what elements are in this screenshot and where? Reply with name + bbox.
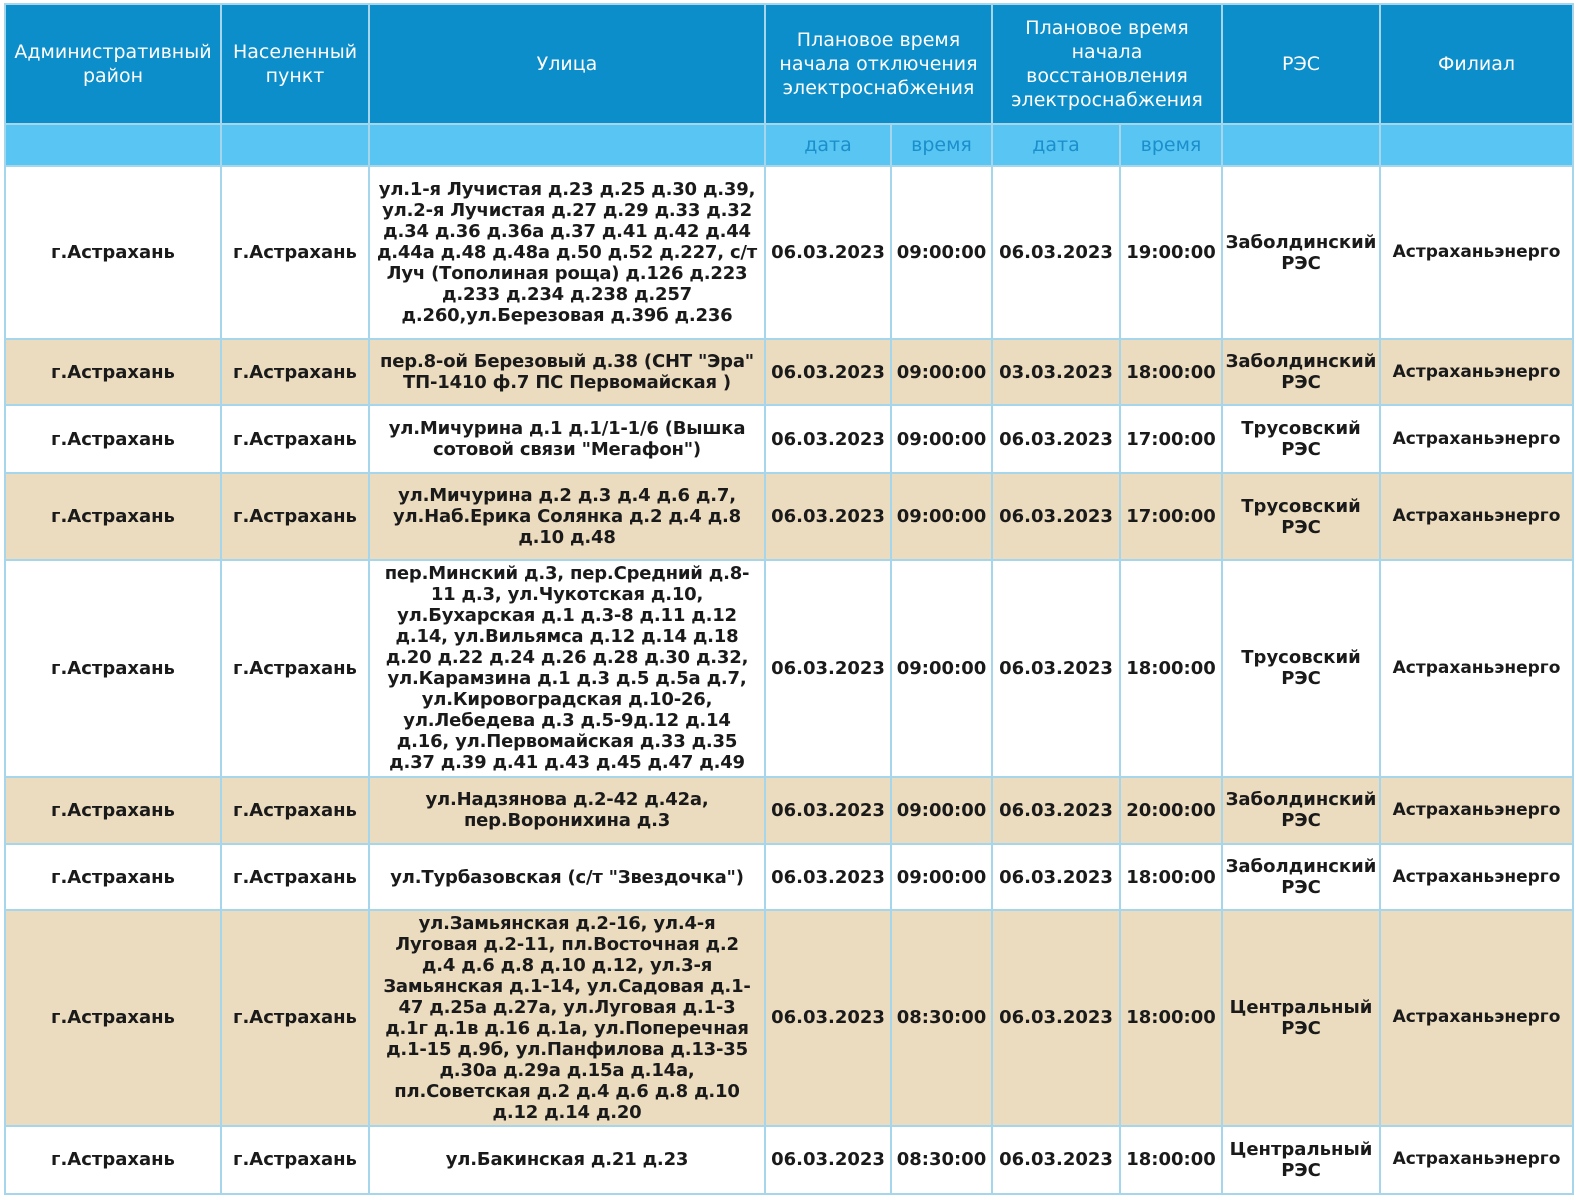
cell-district: г.Астрахань <box>5 777 221 844</box>
cell-off-date: 06.03.2023 <box>765 844 891 910</box>
cell-off-date: 06.03.2023 <box>765 910 891 1125</box>
cell-off-time: 09:00:00 <box>891 339 992 405</box>
subheader-on-date: дата <box>992 124 1120 166</box>
cell-locality: г.Астрахань <box>221 844 369 910</box>
table-row <box>5 473 1573 561</box>
cell-district: г.Астрахань <box>5 844 221 910</box>
cell-street: ул.Мичурина д.1 д.1/1-1/6 (Вышка сотовой связи "Мегафон") <box>369 405 765 472</box>
cell-off-date: 06.03.2023 <box>765 339 891 405</box>
header-branch: Филиал <box>1380 4 1573 124</box>
subheader-empty <box>1380 124 1573 166</box>
cell-on-time: 18:00:00 <box>1120 910 1222 1125</box>
cell-branch: Астраханьэнерго <box>1380 166 1573 339</box>
cell-street: ул.Надзянова д.2-42 д.42а, пер.Воронихина д.3 <box>369 777 765 844</box>
cell-on-time: 18:00:00 <box>1120 844 1222 910</box>
cell-on-date: 06.03.2023 <box>992 844 1120 910</box>
cell-district: г.Астрахань <box>5 1126 221 1194</box>
cell-on-time: 18:00:00 <box>1120 339 1222 405</box>
subheader-off-time: время <box>891 124 992 166</box>
cell-off-date: 06.03.2023 <box>765 777 891 844</box>
header-district: Административный район <box>5 4 221 124</box>
cell-branch: Астраханьэнерго <box>1380 560 1573 776</box>
cell-branch: Астраханьэнерго <box>1380 339 1573 405</box>
cell-off-time: 09:00:00 <box>891 166 992 339</box>
cell-branch: Астраханьэнерго <box>1380 844 1573 910</box>
subheader-empty <box>369 124 765 166</box>
cell-district: г.Астрахань <box>5 166 221 339</box>
cell-district: г.Астрахань <box>5 405 221 472</box>
cell-locality: г.Астрахань <box>221 166 369 339</box>
cell-res: Заболдинский РЭС <box>1222 777 1380 844</box>
cell-locality: г.Астрахань <box>221 339 369 405</box>
subheader-empty <box>5 124 221 166</box>
cell-on-date: 06.03.2023 <box>992 777 1120 844</box>
cell-off-date: 06.03.2023 <box>765 405 891 472</box>
cell-off-date: 06.03.2023 <box>765 560 891 776</box>
cell-on-date: 06.03.2023 <box>992 1126 1120 1194</box>
cell-street: пер.8-ой Березовый д.38 (СНТ "Эра" ТП-1410 ф.7 ПС Первомайская ) <box>369 339 765 405</box>
cell-locality: г.Астрахань <box>221 473 369 561</box>
cell-branch: Астраханьэнерго <box>1380 1126 1573 1194</box>
header-restore-start: Плановое время начала восстановления электроснабжения <box>992 4 1222 124</box>
cell-on-time: 18:00:00 <box>1120 560 1222 776</box>
cell-off-date: 06.03.2023 <box>765 166 891 339</box>
cell-district: г.Астрахань <box>5 910 221 1125</box>
cell-street: ул.Бакинская д.21 д.23 <box>369 1126 765 1194</box>
outage-schedule-table <box>4 3 1574 1195</box>
cell-branch: Астраханьэнерго <box>1380 777 1573 844</box>
header-locality: Населенный пункт <box>221 4 369 124</box>
cell-res: Трусовский РЭС <box>1222 473 1380 561</box>
cell-res: Центральный РЭС <box>1222 1126 1380 1194</box>
table-row <box>5 910 1573 1125</box>
header-outage-start: Плановое время начала отключения электроснабжения <box>765 4 992 124</box>
cell-off-date: 06.03.2023 <box>765 1126 891 1194</box>
cell-off-time: 09:00:00 <box>891 844 992 910</box>
header-res: РЭС <box>1222 4 1380 124</box>
cell-off-time: 09:00:00 <box>891 560 992 776</box>
cell-off-time: 09:00:00 <box>891 777 992 844</box>
cell-on-time: 17:00:00 <box>1120 405 1222 472</box>
table-row <box>5 560 1573 776</box>
table-row <box>5 1126 1573 1194</box>
cell-off-time: 08:30:00 <box>891 1126 992 1194</box>
subheader-on-time: время <box>1120 124 1222 166</box>
cell-off-time: 09:00:00 <box>891 473 992 561</box>
cell-street: ул.1-я Лучистая д.23 д.25 д.30 д.39, ул.2-я Лучистая д.27 д.29 д.33 д.32 д.34 д.36 д.36а д.37 д.41 д.42 д.44 д.44а д.48 д.48а д.50 д.52 д.227, с/т Луч (Тополиная роща) д.126 д.223 д.233 д.234 д.238 д.257 д.260,ул.Березовая д.39б д.236 <box>369 166 765 339</box>
subheader-empty <box>221 124 369 166</box>
cell-branch: Астраханьэнерго <box>1380 405 1573 472</box>
cell-on-date: 03.03.2023 <box>992 339 1120 405</box>
cell-on-date: 06.03.2023 <box>992 405 1120 472</box>
table-row <box>5 777 1573 844</box>
cell-res: Заболдинский РЭС <box>1222 339 1380 405</box>
cell-branch: Астраханьэнерго <box>1380 910 1573 1125</box>
cell-branch: Астраханьэнерго <box>1380 473 1573 561</box>
cell-district: г.Астрахань <box>5 339 221 405</box>
cell-locality: г.Астрахань <box>221 560 369 776</box>
cell-locality: г.Астрахань <box>221 777 369 844</box>
cell-locality: г.Астрахань <box>221 405 369 472</box>
subheader-off-date: дата <box>765 124 891 166</box>
cell-street: ул.Замьянская д.2-16, ул.4-я Луговая д.2-11, пл.Восточная д.2 д.4 д.6 д.8 д.10 д.12, ул.3-я Замьянская д.1-14, ул.Садовая д.1-47 д.25а д.27а, ул.Луговая д.1-3 д.1г д.1в д.16 д.1а, ул.Поперечная д.1-15 д.9б, ул.Панфилова д.13-35 д.30а д.29а д.15а д.14а, пл.Советская д.2 д.4 д.6 д.8 д.10 д.12 д.14 д.20 <box>369 910 765 1125</box>
subheader-empty <box>1222 124 1380 166</box>
cell-on-date: 06.03.2023 <box>992 166 1120 339</box>
cell-on-time: 17:00:00 <box>1120 473 1222 561</box>
table-row <box>5 405 1573 472</box>
cell-street: ул.Турбазовская (с/т "Звездочка") <box>369 844 765 910</box>
cell-on-time: 20:00:00 <box>1120 777 1222 844</box>
cell-off-date: 06.03.2023 <box>765 473 891 561</box>
cell-on-date: 06.03.2023 <box>992 910 1120 1125</box>
cell-street: ул.Мичурина д.2 д.3 д.4 д.6 д.7, ул.Наб.Ерика Солянка д.2 д.4 д.8 д.10 д.48 <box>369 473 765 561</box>
cell-on-time: 18:00:00 <box>1120 1126 1222 1194</box>
cell-res: Заболдинский РЭС <box>1222 844 1380 910</box>
cell-street: пер.Минский д.3, пер.Средний д.8-11 д.3, ул.Чукотская д.10, ул.Бухарская д.1 д.3-8 д.11 д.12 д.14, ул.Вильямса д.12 д.14 д.18 д.20 д.22 д.24 д.26 д.28 д.30 д.32, ул.Карамзина д.1 д.3 д.5 д.5а д.7, ул.Кировоградская д.10-26, ул.Лебедева д.3 д.5-9д.12 д.14 д.16, ул.Первомайская д.33 д.35 д.37 д.39 д.41 д.43 д.45 д.47 д.49 <box>369 560 765 776</box>
cell-locality: г.Астрахань <box>221 910 369 1125</box>
cell-res: Трусовский РЭС <box>1222 405 1380 472</box>
cell-off-time: 09:00:00 <box>891 405 992 472</box>
cell-off-time: 08:30:00 <box>891 910 992 1125</box>
cell-res: Заболдинский РЭС <box>1222 166 1380 339</box>
table-row <box>5 844 1573 910</box>
table-row <box>5 166 1573 339</box>
cell-locality: г.Астрахань <box>221 1126 369 1194</box>
cell-on-time: 19:00:00 <box>1120 166 1222 339</box>
cell-on-date: 06.03.2023 <box>992 473 1120 561</box>
table-row <box>5 339 1573 405</box>
cell-on-date: 06.03.2023 <box>992 560 1120 776</box>
header-street: Улица <box>369 4 765 124</box>
cell-res: Трусовский РЭС <box>1222 560 1380 776</box>
cell-district: г.Астрахань <box>5 473 221 561</box>
cell-district: г.Астрахань <box>5 560 221 776</box>
subheader-row <box>5 124 1573 166</box>
header-row <box>5 4 1573 124</box>
cell-res: Центральный РЭС <box>1222 910 1380 1125</box>
